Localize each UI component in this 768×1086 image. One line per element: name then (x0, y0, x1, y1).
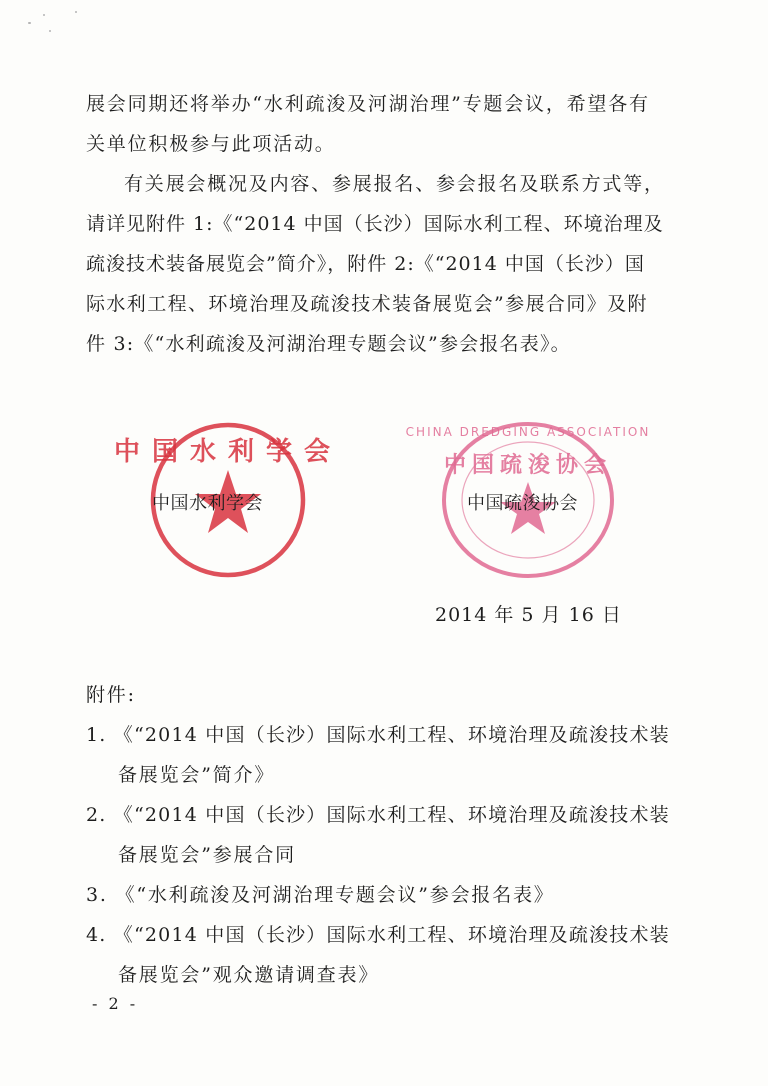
scan-speck (49, 30, 51, 32)
body-line: 请详见附件 1:《“2014 中国（长沙）国际水利工程、环境治理及 (86, 213, 664, 235)
body-line: 展会同期还将举办“水利疏浚及河湖治理”专题会议，希望各有 (86, 93, 650, 115)
attachment-item-continued: 备展览会”参展合同 (118, 844, 296, 866)
attachments-heading: 附件: (86, 684, 136, 706)
attachment-item: 4. 《“2014 中国（长沙）国际水利工程、环境治理及疏浚技术装 (86, 924, 670, 946)
body-line: 有关展会概况及内容、参展报名、参会报名及联系方式等， (124, 173, 665, 195)
scan-speck (28, 22, 31, 24)
body-line: 际水利工程、环境治理及疏浚技术装备展览会”参展合同》及附 (86, 293, 648, 315)
svg-text:中国疏浚协会: 中国疏浚协会 (443, 452, 613, 478)
body-line: 关单位积极参与此项活动。 (86, 133, 336, 155)
signature-right: 中国疏浚协会 (467, 493, 578, 514)
attachment-item-continued: 备展览会”观众邀请调查表》 (118, 964, 380, 986)
attachment-item-continued: 备展览会”简介》 (118, 764, 276, 786)
attachment-item: 1. 《“2014 中国（长沙）国际水利工程、环境治理及疏浚技术装 (86, 724, 670, 746)
document-date: 2014 年 5 月 16 日 (435, 604, 622, 626)
scan-speck (75, 11, 77, 13)
svg-text:CHINA DREDGING ASSOCIATION: CHINA DREDGING ASSOCIATION (405, 425, 651, 439)
attachment-item: 3. 《“水利疏浚及河湖治理专题会议”参会报名表》 (86, 884, 555, 906)
attachment-item: 2. 《“2014 中国（长沙）国际水利工程、环境治理及疏浚技术装 (86, 804, 670, 826)
svg-text:中国水利学会: 中国水利学会 (113, 437, 343, 467)
page-number: - 2 - (92, 994, 139, 1013)
signature-left: 中国水利学会 (152, 493, 263, 514)
body-line: 疏浚技术装备展览会”简介》，附件 2:《“2014 中国（长沙）国 (86, 253, 645, 275)
scan-speck (43, 14, 45, 16)
body-line: 件 3:《“水利疏浚及河湖治理专题会议”参会报名表》。 (86, 333, 571, 355)
